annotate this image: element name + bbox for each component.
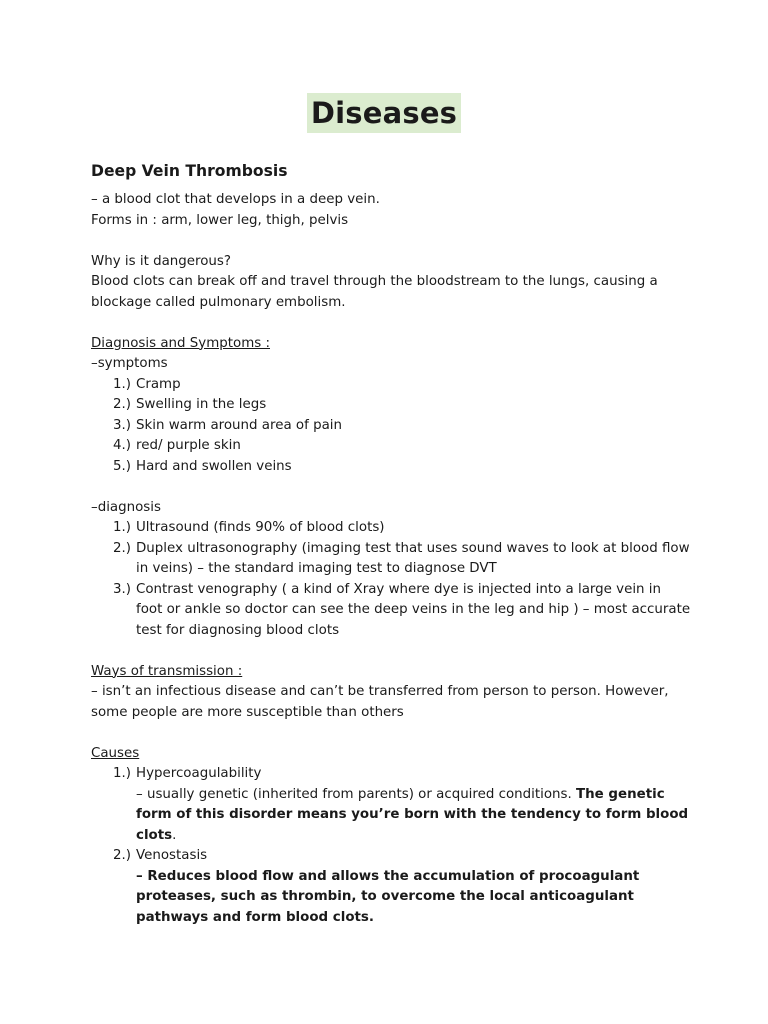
- list-number: 1.): [113, 376, 132, 392]
- danger-question: Why is it dangerous?: [91, 253, 231, 269]
- list-number: 4.): [113, 438, 132, 453]
- cause-description-bold: The genetic form of this disorder means you’re born with the tendency to form blood clots: [136, 786, 689, 843]
- title-container: [0, 93, 768, 133]
- causes-heading: Causes: [91, 745, 140, 761]
- document-body: [91, 158, 691, 928]
- list-item: [91, 846, 691, 928]
- section-heading: Deep Vein Thrombosis: [91, 162, 288, 180]
- list-number: 2.): [113, 848, 132, 863]
- list-item: [91, 375, 691, 396]
- transmission-text: – isn’t an infectious disease and can’t be transferred from person to person. However, some people are more susceptible than others: [91, 684, 669, 720]
- forms-in-text: Forms in : arm, lower leg, thigh, pelvis: [91, 212, 349, 228]
- list-number: 2.): [113, 540, 132, 556]
- diagnosis-label: –diagnosis: [91, 499, 161, 515]
- list-item: [91, 436, 691, 457]
- cause-name: Venostasis: [136, 848, 208, 863]
- list-item-text: Contrast venography ( a kind of Xray where dye is injected into a large vein in foot or ankle so doctor can see the deep veins in the leg and hip ) – most accurate test for diagnosing blood clots: [136, 581, 691, 638]
- list-item: [91, 395, 691, 416]
- transmission-heading: Ways of transmission :: [91, 663, 243, 679]
- cause-name: Hypercoagulability: [136, 766, 262, 781]
- list-item-text: Ultrasound (finds 90% of blood clots): [136, 520, 385, 535]
- list-item-text: Swelling in the legs: [136, 397, 267, 412]
- symptoms-label: –symptoms: [91, 356, 168, 371]
- list-number: 5.): [113, 458, 132, 474]
- list-number: 3.): [113, 417, 132, 433]
- list-number: 3.): [113, 581, 132, 597]
- list-item: [91, 518, 691, 539]
- list-number: 1.): [113, 766, 132, 781]
- diagnosis-list: [91, 518, 691, 641]
- definition-text: – a blood clot that develops in a deep vein.: [91, 192, 380, 207]
- list-item: [91, 457, 691, 478]
- cause-description-plain: – usually genetic (inherited from parents) or acquired conditions.: [136, 786, 577, 802]
- symptoms-list: [91, 375, 691, 478]
- list-number: 1.): [113, 520, 132, 535]
- list-item: [91, 580, 691, 642]
- cause-description-bold: – Reduces blood flow and allows the accumulation of procoagulant proteases, such as thrombin, to overcome the local anticoagulant pathways and form blood clots.: [136, 868, 640, 925]
- list-number: 2.): [113, 397, 132, 412]
- list-item: [91, 416, 691, 437]
- list-item: [91, 539, 691, 580]
- list-item-text: Hard and swollen veins: [136, 458, 292, 474]
- list-item-text: Skin warm around area of pain: [136, 417, 342, 433]
- danger-answer: Blood clots can break off and travel through the bloodstream to the lungs, causing a blockage called pulmonary embolism.: [91, 274, 658, 310]
- list-item: [91, 764, 691, 846]
- list-item-text: Cramp: [136, 376, 181, 392]
- list-item-text: red/ purple skin: [136, 438, 241, 453]
- diagnosis-symptoms-heading: Diagnosis and Symptoms :: [91, 335, 270, 351]
- page-title: Diseases: [307, 93, 461, 133]
- list-item-text: Duplex ultrasonography (imaging test that uses sound waves to look at blood flow in veins) – the standard imaging test to diagnose DVT: [136, 540, 690, 576]
- cause-description: [136, 785, 691, 847]
- cause-description-tail: .: [172, 827, 177, 843]
- causes-list: [91, 764, 691, 928]
